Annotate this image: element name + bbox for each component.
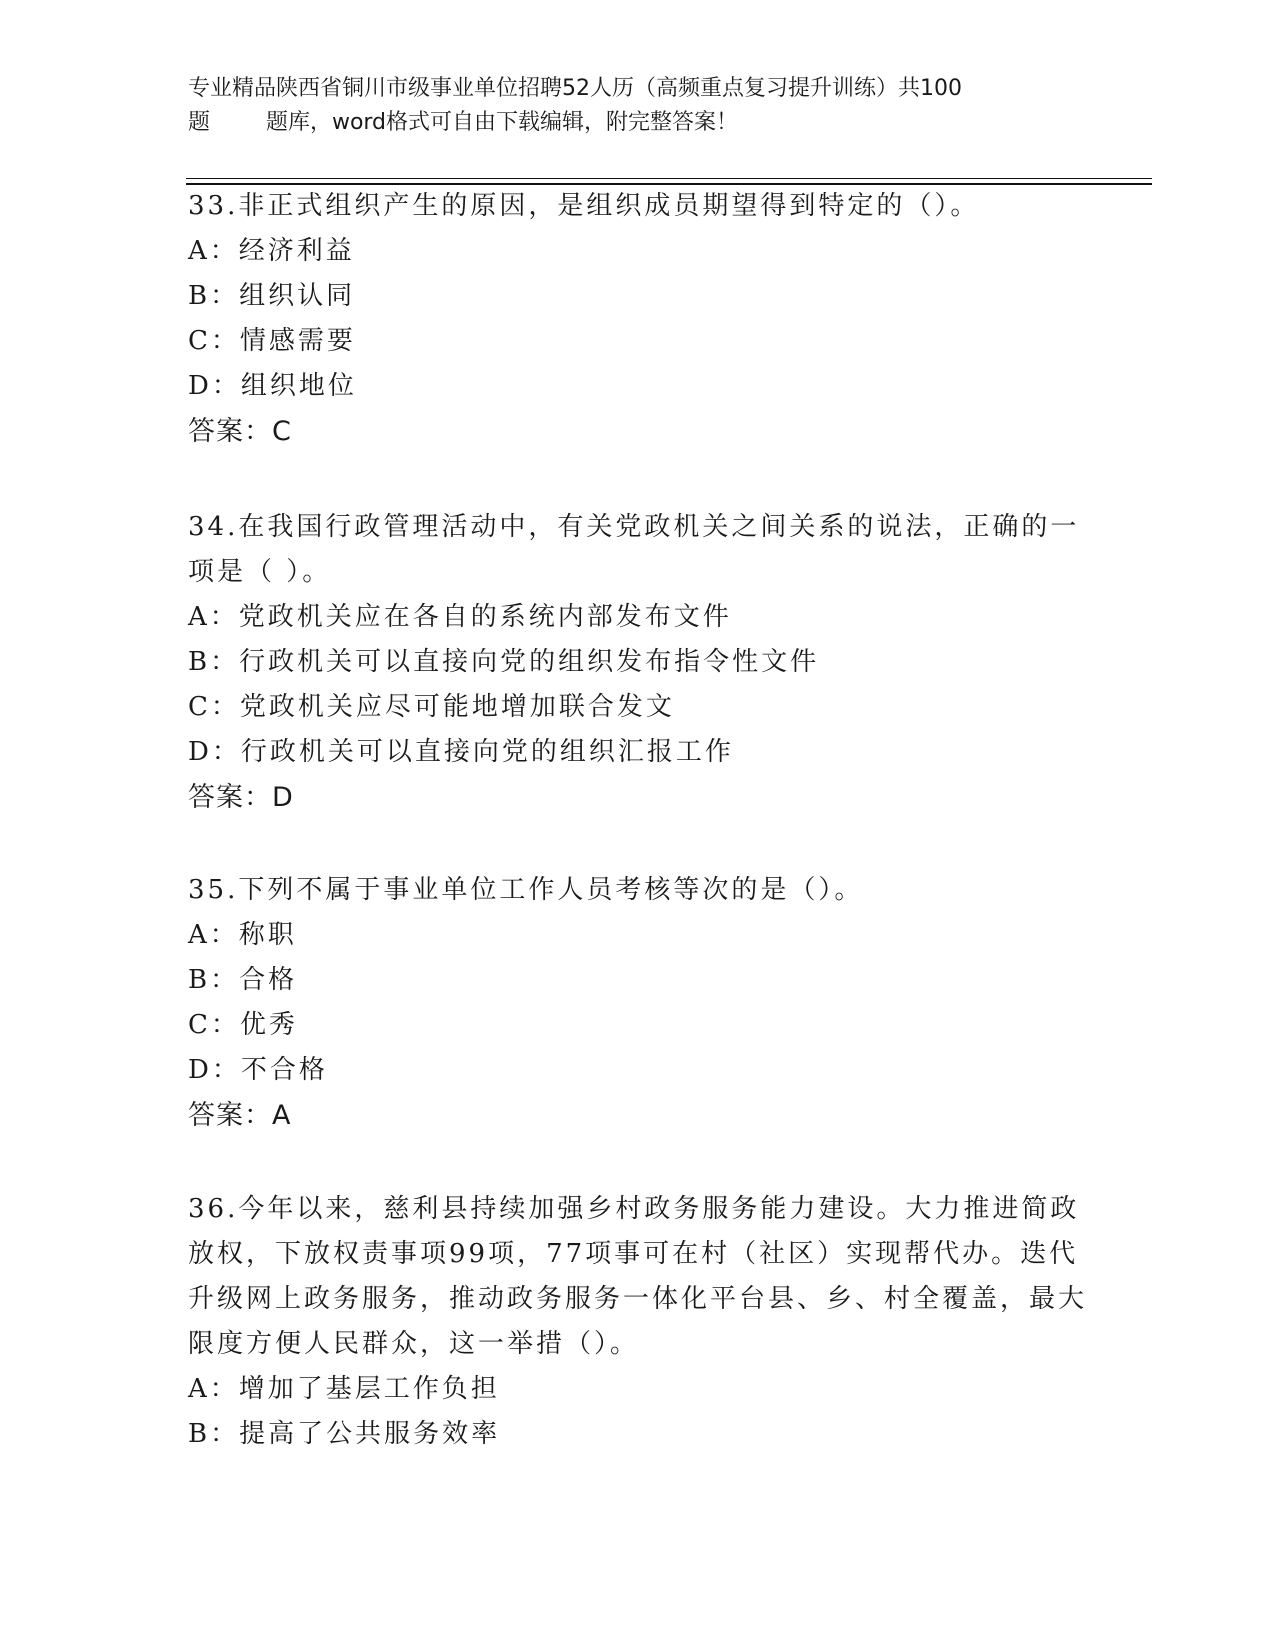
question-33: [188, 184, 1088, 454]
option-b: B：提高了公共服务效率: [188, 1419, 501, 1449]
answer-label: 答案：D: [188, 782, 294, 813]
option-c: C：党政机关应尽可能地增加联合发文: [188, 692, 675, 722]
answer-label: 答案：C: [188, 416, 292, 447]
header-line-2: 题 题库，word格式可自由下载编辑，附完整答案！: [188, 110, 739, 135]
option-a: A：经济利益: [188, 236, 355, 266]
question-stem: 35.下列不属于事业单位工作人员考核等次的是（）。: [188, 875, 864, 905]
option-c: C：情感需要: [188, 326, 356, 356]
header-line-1: 专业精品陕西省铜川市级事业单位招聘52人历（高频重点复习提升训练）共100: [188, 76, 962, 101]
option-b: B：行政机关可以直接向党的组织发布指令性文件: [188, 647, 820, 677]
option-b: B：合格: [188, 965, 298, 995]
option-c: C：优秀: [188, 1010, 298, 1040]
question-36: [188, 1187, 1088, 1457]
option-d: D：组织地位: [188, 371, 357, 401]
question-stem: 34.在我国行政管理活动中，有关党政机关之间关系的说法，正确的一项是（ ）。: [188, 512, 1080, 587]
option-a: A：称职: [188, 920, 297, 950]
question-stem: 33.非正式组织产生的原因，是组织成员期望得到特定的（）。: [188, 191, 980, 221]
header-divider-thin: [186, 178, 1152, 179]
option-d: D：行政机关可以直接向党的组织汇报工作: [188, 737, 734, 767]
answer-label: 答案：A: [188, 1100, 292, 1131]
option-d: D：不合格: [188, 1055, 328, 1085]
question-34: [188, 505, 1088, 820]
document-header: [188, 72, 1088, 140]
option-a: A：增加了基层工作负担: [188, 1374, 500, 1404]
option-a: A：党政机关应在各自的系统内部发布文件: [188, 602, 732, 632]
question-35: [188, 868, 1088, 1138]
question-stem: 36.今年以来，慈利县持续加强乡村政务服务能力建设。大力推进简政放权，下放权责事项99项，77项事可在村（社区）实现帮代办。迭代升级网上政务服务，推动政务服务一体化平台县、乡、村全覆盖，最大限度方便人民群众，这一举措（）。: [188, 1194, 1088, 1359]
option-b: B：组织认同: [188, 281, 356, 311]
